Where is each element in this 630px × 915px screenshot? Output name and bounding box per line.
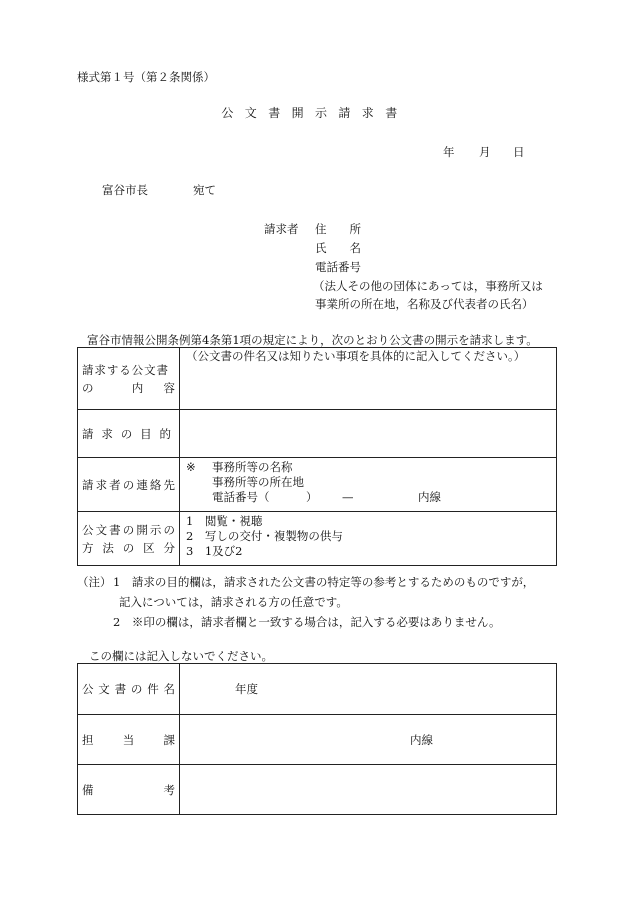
content-label-line-1: 請求する公文書 [82,362,169,377]
subject-label [78,680,179,698]
method-label [78,521,179,557]
document-title: 公文書開示請求書 [221,106,409,120]
method-option-1[interactable]: 1 閲覧・視聴 [186,514,263,528]
subject-label-char: 文 [98,682,110,696]
contact-phone-dash: — [342,490,354,504]
contact-label-cell [78,458,180,512]
contact-mark: ※ [186,460,196,474]
date-day-label: 日 [513,145,525,159]
requester-phone-label: 電話番号 [315,260,361,274]
method-label-line-1 [82,521,175,539]
contact-row [78,458,557,512]
request-intro-text: 富谷市情報公開条例第4条第1項の規定により，次のとおり公文書の開示を請求します。 [87,333,538,347]
department-label-char: 担 [82,732,94,747]
content-hint: （公文書の件名又は知りたい事項を具体的に記入してください。） [186,349,526,363]
department-label [78,731,179,749]
method-options [180,512,556,561]
purpose-label-char: 求 [101,426,113,441]
subject-label-cell [78,664,180,715]
requester-name-label: 氏 名 [315,241,361,255]
addressee-suffix: 宛て [193,183,216,197]
department-row [78,715,557,765]
subject-label-char: 書 [114,682,127,696]
method-label-cell [78,512,180,566]
contact-label-char: 請 [82,477,94,492]
contact-label-char: 連 [136,477,148,492]
method-label-char: 示 [149,522,162,537]
subject-label-char: 公 [82,682,94,696]
content-input-cell[interactable] [180,348,557,410]
note-2: 2 ※印の欄は，請求者欄と一致する場合は，記入する必要はありません。 [113,615,501,629]
department-value-cell [180,715,557,765]
office-use-table [77,663,557,815]
department-label-char: 当 [122,732,135,747]
corporate-note-line-1: （法人その他の団体にあっては，事務所又は [313,279,543,293]
method-label-char: の [163,522,175,537]
note-1-text: 1 請求の目的欄は，請求された公文書の特定等の参考とするためのものですが， [113,575,535,589]
contact-lines [180,458,556,507]
contact-label-char: の [122,477,135,492]
notes-block [77,572,534,632]
department-ext-label: 内線 [410,732,433,747]
purpose-label [78,425,179,443]
contact-phone-close: ） [306,490,318,504]
remarks-label-char: 備 [82,782,94,797]
contact-office-address-label: 事務所等の所在地 [212,475,304,489]
request-table [77,347,557,566]
form-number-label: 様式第１号（第２条関係） [77,70,215,84]
subject-fiscal-year-label: 年度 [235,682,258,696]
content-row [78,348,557,410]
addressee-name: 富谷市長 [102,183,148,197]
requester-address-label: 住 所 [315,222,361,236]
content-label-line-2 [82,379,175,397]
contact-label-char: 絡 [149,477,162,492]
method-label-char: 分 [163,540,175,555]
contact-label-char: 先 [163,477,175,492]
subject-label-char: の [130,682,143,696]
method-label-char: 開 [136,522,148,537]
remarks-label-cell [78,765,180,815]
notes-label: （注） [77,575,112,589]
contact-ext-label: 内線 [418,490,441,504]
date-year-label: 年 [443,145,455,159]
contact-office-address-line [186,475,550,490]
remarks-row [78,765,557,815]
method-label-line-2 [82,539,175,557]
method-options-cell[interactable] [180,512,557,566]
content-label-you: 容 [163,380,175,395]
method-label-char: 書 [109,522,121,537]
office-use-note: この欄には記入しないでください。 [89,649,273,663]
method-label-char: 文 [95,522,108,537]
content-label-nai: 内 [131,380,144,395]
remarks-label-char: 考 [163,782,175,797]
purpose-label-cell [78,410,180,458]
purpose-row [78,410,557,458]
method-label-char: の [122,540,135,555]
method-row [78,512,557,566]
subject-row [78,664,557,715]
department-label-cell [78,715,180,765]
contact-office-name-line [186,460,550,475]
purpose-label-char: 目 [140,426,152,441]
note-1-line-2: 記入については，請求される方の任意です。 [119,595,348,609]
contact-label [78,476,179,494]
subject-label-char: 名 [163,682,175,696]
method-label-char: 法 [102,540,114,555]
date-month-label: 月 [479,145,491,159]
subject-label-char: 件 [147,682,159,696]
method-label-char: の [122,522,135,537]
method-label-char: 方 [82,540,94,555]
corporate-note-line-2: 事業所の所在地，名称及び代表者の氏名） [315,297,534,311]
purpose-label-char: 請 [82,426,94,441]
contact-label-char: 者 [109,477,121,492]
content-label-no: の [82,380,94,395]
contact-phone-label: 電話番号（ [212,490,270,504]
method-label-char: 区 [143,540,155,555]
requester-label: 請求者 [264,222,299,236]
contact-office-name-label: 事務所等の名称 [212,460,293,474]
purpose-label-char: の [120,426,133,441]
purpose-input-cell[interactable] [180,410,557,458]
contact-phone-line [186,490,550,505]
department-label-char: 課 [163,732,175,747]
remarks-value-cell [180,765,557,815]
content-label-cell [78,348,180,410]
remarks-label [78,781,179,799]
method-label-char: 公 [82,522,94,537]
contact-label-char: 求 [95,477,108,492]
method-option-3[interactable]: 3 1及び2 [186,544,243,558]
contact-input-cell[interactable] [180,458,557,512]
subject-value-cell [180,664,557,715]
note-1-line-1 [77,572,534,592]
method-option-2[interactable]: 2 写しの交付・複製物の供与 [186,529,343,543]
purpose-label-char: 的 [159,426,171,441]
